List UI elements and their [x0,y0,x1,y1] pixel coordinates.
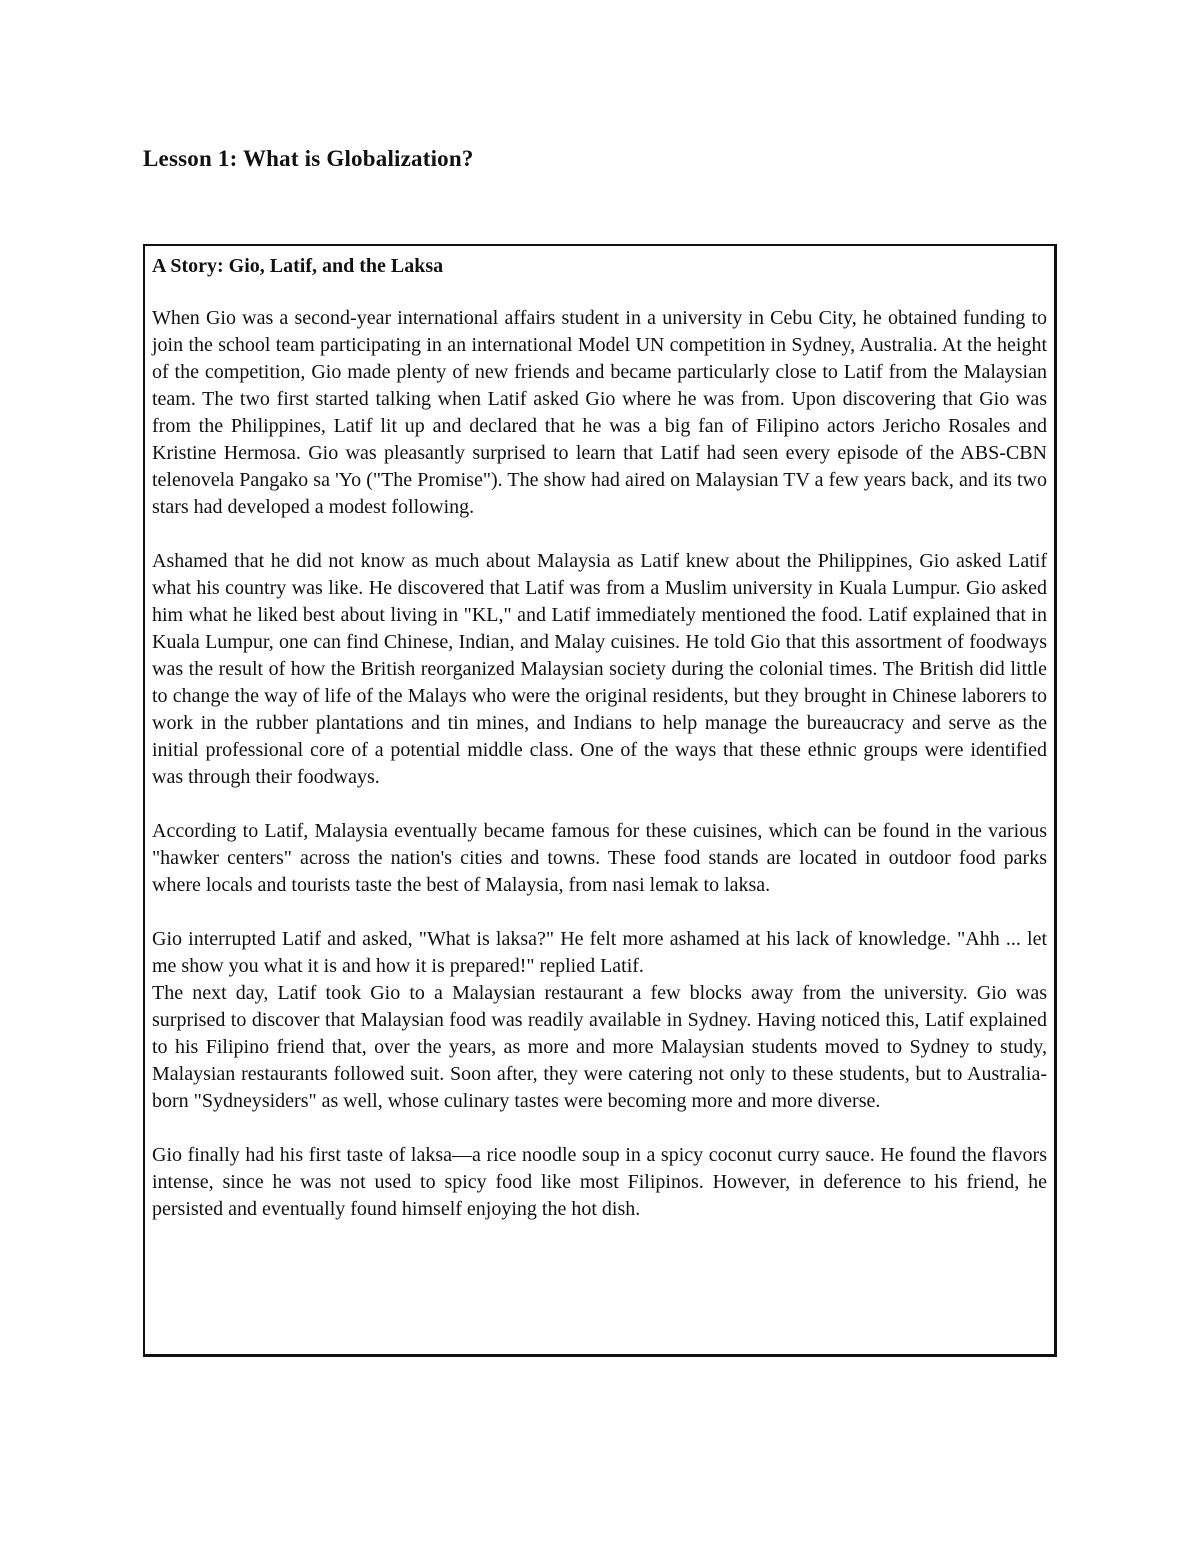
story-paragraph-3: According to Latif, Malaysia eventually became famous for these cuisines, which can be found in the various "hawker centers" across the nation's cities and towns. These food stands are located in outdoor food parks where locals and tourists taste the best of Malaysia, from nasi lemak to laksa. [152,820,1047,896]
story-paragraph-5: The next day, Latif took Gio to a Malaysian restaurant a few blocks away from the university. Gio was surprised to discover that Malaysian food was readily available in Sydney. Having noticed this, Latif explained to his Filipino friend that, over the years, as more and more Malaysian students moved to Sydney to study, Malaysian restaurants followed suit. Soon after, they were catering not only to these students, but to Australia-born "Sydneysiders" as well, whose culinary tastes were becoming more and more diverse. [152,982,1047,1112]
story-paragraph-4: Gio interrupted Latif and asked, "What is laksa?" He felt more ashamed at his lack of knowledge. "Ahh ... let me show you what it is and how it is prepared!" replied Latif. [152,928,1047,977]
story-box [143,244,1057,1357]
story-paragraph-2: Ashamed that he did not know as much about Malaysia as Latif knew about the Philippines, Gio asked Latif what his country was like. He discovered that Latif was from a Muslim university in Kuala Lumpur. Gio asked him what he liked best about living in "KL," and Latif immediately mentioned the food. Latif explained that in Kuala Lumpur, one can find Chinese, Indian, and Malay cuisines. He told Gio that this assortment of foodways was the result of how the British reorganized Malaysian society during the colonial times. The British did little to change the way of life of the Malays who were the original residents, but they brought in Chinese laborers to work in the rubber plantations and tin mines, and Indians to help manage the bureaucracy and serve as the initial professional core of a potential middle class. One of the ways that these ethnic groups were identified was through their foodways. [152,550,1047,788]
story-paragraph-6: Gio finally had his first taste of laksa—a rice noodle soup in a spicy coconut curry sauce. He found the flavors intense, since he was not used to spicy food like most Filipinos. However, in deference to his friend, he persisted and eventually found himself enjoying the hot dish. [152,1144,1047,1220]
page-title: Lesson 1: What is Globalization? [143,146,474,171]
story-content [152,251,1047,1223]
story-heading: A Story: Gio, Latif, and the Laksa [152,255,444,277]
story-paragraph-1: When Gio was a second-year international affairs student in a university in Cebu City, he obtained funding to join the school team participating in an international Model UN competition in Sydney, Australia. At the height of the competition, Gio made plenty of new friends and became particularly close to Latif from the Malaysian team. The two first started talking when Latif asked Gio where he was from. Upon discovering that Gio was from the Philippines, Latif lit up and declared that he was a big fan of Filipino actors Jericho Rosales and Kristine Hermosa. Gio was pleasantly surprised to learn that Latif had seen every episode of the ABS-CBN telenovela Pangako sa 'Yo ("The Promise"). The show had aired on Malaysian TV a few years back, and its two stars had developed a modest following. [152,307,1047,518]
story-body [152,305,1047,1223]
